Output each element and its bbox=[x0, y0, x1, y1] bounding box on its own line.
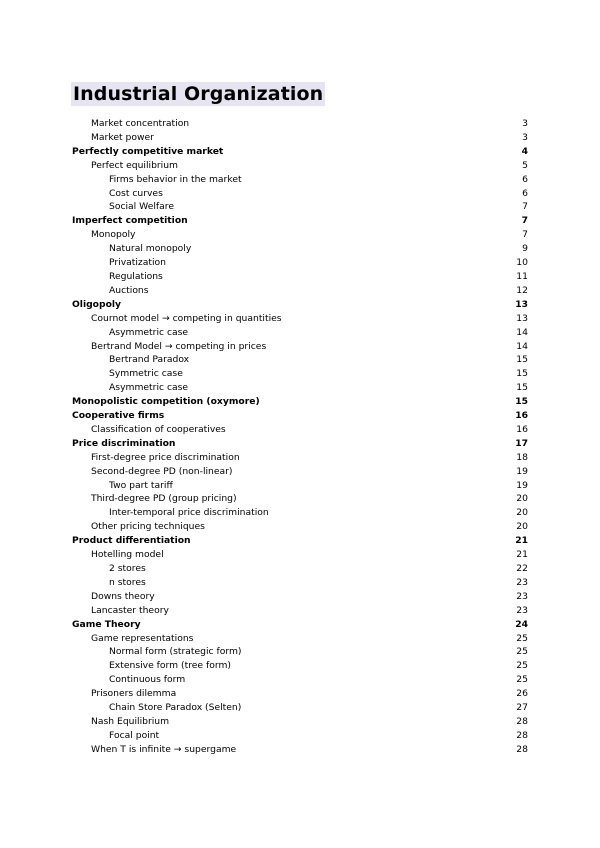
toc-entry-label: Downs theory bbox=[91, 590, 155, 602]
toc-entry-label: n stores bbox=[109, 576, 146, 588]
toc-subsection[interactable] bbox=[72, 131, 528, 145]
toc-entry-label: Focal point bbox=[109, 729, 160, 741]
toc-entry-label: Cournot model → competing in quantities bbox=[91, 312, 282, 324]
toc-page-number: 12 bbox=[516, 284, 528, 296]
toc-page-number: 7 bbox=[522, 229, 528, 241]
toc-subsection[interactable] bbox=[72, 687, 528, 701]
toc-entry-label: Hotelling model bbox=[91, 549, 164, 561]
toc-entry-label: Cost curves bbox=[109, 187, 163, 199]
toc-section[interactable] bbox=[72, 298, 528, 312]
toc-entry-label: Game Theory bbox=[72, 618, 141, 630]
toc-entry-label: Auctions bbox=[109, 284, 149, 296]
toc-entry-label: Market power bbox=[91, 131, 154, 143]
toc-subsection[interactable] bbox=[72, 159, 528, 173]
toc-subsection[interactable] bbox=[72, 340, 528, 354]
toc-subsubsection[interactable] bbox=[72, 187, 528, 201]
toc-subsubsection[interactable] bbox=[72, 659, 528, 673]
toc-entry-label: Two part tariff bbox=[109, 479, 173, 491]
toc-page-number: 6 bbox=[522, 173, 528, 185]
toc-page-number: 25 bbox=[516, 660, 528, 672]
toc-page-number: 28 bbox=[516, 715, 528, 727]
toc-entry-label: Inter-temporal price discrimination bbox=[109, 507, 269, 519]
toc-page-number: 25 bbox=[516, 632, 528, 644]
toc-subsubsection[interactable] bbox=[72, 562, 528, 576]
toc-entry-label: Cooperative firms bbox=[72, 410, 165, 422]
toc-subsubsection[interactable] bbox=[72, 256, 528, 270]
toc-entry-label: Product differentiation bbox=[72, 535, 191, 547]
toc-page-number: 4 bbox=[521, 145, 528, 157]
toc-entry-label: 2 stores bbox=[109, 563, 146, 574]
toc-page-number: 20 bbox=[516, 521, 528, 533]
toc-entry-label: Privatization bbox=[109, 257, 166, 269]
toc-page-number: 19 bbox=[516, 479, 528, 491]
toc-subsection[interactable] bbox=[72, 423, 528, 437]
toc-entry-label: Second-degree PD (non-linear) bbox=[91, 465, 233, 477]
toc-subsection[interactable] bbox=[72, 548, 528, 562]
toc-page-number: 25 bbox=[516, 674, 528, 686]
toc-subsubsection[interactable] bbox=[72, 701, 528, 715]
toc-entry-label: Price discrimination bbox=[72, 437, 176, 449]
toc-page-number: 22 bbox=[516, 563, 528, 574]
toc-entry-label: Asymmetric case bbox=[109, 326, 189, 338]
toc-page-number: 17 bbox=[515, 437, 528, 449]
toc-entry-label: Bertrand Paradox bbox=[109, 354, 190, 366]
toc-section[interactable] bbox=[72, 214, 528, 228]
toc-page-number: 13 bbox=[516, 312, 528, 324]
toc-subsection[interactable] bbox=[72, 228, 528, 242]
toc-page-number: 15 bbox=[515, 396, 528, 408]
toc-page-number: 21 bbox=[515, 535, 528, 547]
toc-page-number: 23 bbox=[516, 576, 528, 588]
toc-entry-label: Perfect equilibrium bbox=[91, 159, 179, 171]
toc-entry-label: Normal form (strategic form) bbox=[109, 646, 242, 658]
toc-entry-label: Asymmetric case bbox=[109, 382, 189, 394]
toc-entry-label: Firms behavior in the market bbox=[109, 173, 242, 185]
toc-entry-label: Prisoners dilemma bbox=[91, 688, 177, 700]
toc-page-number: 5 bbox=[522, 159, 528, 171]
toc-entry-label: Regulations bbox=[109, 270, 163, 282]
toc-subsubsection[interactable] bbox=[72, 284, 528, 298]
toc-page-number: 16 bbox=[516, 423, 528, 435]
toc-subsection[interactable] bbox=[72, 604, 528, 618]
toc-page-number: 20 bbox=[516, 493, 528, 505]
toc-subsubsection[interactable] bbox=[72, 326, 528, 340]
toc-subsection[interactable] bbox=[72, 312, 528, 326]
toc-subsection[interactable] bbox=[72, 743, 528, 757]
toc-page-number: 21 bbox=[516, 549, 528, 561]
toc-entry-label: Perfectly competitive market bbox=[72, 145, 224, 157]
toc-page-number: 14 bbox=[516, 326, 528, 338]
toc-subsubsection[interactable] bbox=[72, 367, 528, 381]
toc-page-number: 24 bbox=[515, 618, 528, 630]
toc-page-number: 7 bbox=[522, 201, 528, 213]
toc-entry-label: Symmetric case bbox=[109, 368, 183, 380]
toc-entry-label: Classification of cooperatives bbox=[91, 423, 226, 435]
document-title: Industrial Organization bbox=[73, 83, 324, 105]
toc-page-number: 10 bbox=[516, 257, 528, 269]
toc-entry-label: Chain Store Paradox (Selten) bbox=[109, 702, 242, 714]
toc-subsubsection[interactable] bbox=[72, 576, 528, 590]
toc-entry-label: First-degree price discrimination bbox=[91, 451, 240, 463]
toc-subsubsection[interactable] bbox=[72, 173, 528, 187]
toc-page-number: 25 bbox=[516, 646, 528, 658]
toc-page-number: 28 bbox=[516, 743, 528, 755]
toc-subsubsection[interactable] bbox=[72, 673, 528, 687]
toc-subsection[interactable] bbox=[72, 465, 528, 479]
toc-entry-label: Bertrand Model → competing in prices bbox=[91, 340, 267, 352]
toc-subsection[interactable] bbox=[72, 520, 528, 534]
toc-page-number: 15 bbox=[516, 354, 528, 366]
toc-subsubsection[interactable] bbox=[72, 381, 528, 395]
toc-entry-label: Continuous form bbox=[109, 674, 186, 686]
toc-section[interactable] bbox=[72, 618, 528, 632]
toc-section[interactable] bbox=[72, 395, 528, 409]
toc-page-number: 13 bbox=[515, 298, 528, 310]
toc-page-number: 28 bbox=[516, 729, 528, 741]
toc-section[interactable] bbox=[72, 437, 528, 451]
toc-page-number: 20 bbox=[516, 507, 528, 519]
toc-entry-label: Nash Equilibrium bbox=[91, 715, 170, 727]
toc-subsection[interactable] bbox=[72, 451, 528, 465]
toc-page-number: 16 bbox=[515, 410, 528, 422]
toc-subsubsection[interactable] bbox=[72, 200, 528, 214]
toc-page-number: 26 bbox=[516, 688, 528, 700]
toc-subsubsection[interactable] bbox=[72, 242, 528, 256]
toc-page-number: 7 bbox=[521, 215, 528, 227]
toc-page-number: 11 bbox=[516, 270, 528, 282]
toc-entry-label: Other pricing techniques bbox=[91, 521, 205, 533]
toc-entry-label: Lancaster theory bbox=[91, 604, 169, 616]
toc-subsection[interactable] bbox=[72, 117, 528, 131]
toc-page-number: 23 bbox=[516, 604, 528, 616]
toc-section[interactable] bbox=[72, 145, 528, 159]
toc-page-number: 14 bbox=[516, 340, 528, 352]
toc-page-number: 15 bbox=[516, 368, 528, 380]
toc-entry-label: Game representations bbox=[91, 632, 194, 644]
toc-subsubsection[interactable] bbox=[72, 353, 528, 367]
toc-subsubsection[interactable] bbox=[72, 479, 528, 493]
toc-entry-label: Monopolistic competition (oxymore) bbox=[72, 396, 260, 408]
toc-page-number: 6 bbox=[522, 187, 528, 199]
toc-entry-label: Third-degree PD (group pricing) bbox=[91, 493, 237, 505]
toc-subsection[interactable] bbox=[72, 590, 528, 604]
toc-subsubsection[interactable] bbox=[72, 270, 528, 284]
toc-section[interactable] bbox=[72, 409, 528, 423]
toc-page-number: 3 bbox=[522, 118, 528, 129]
toc-page-number: 15 bbox=[516, 382, 528, 394]
toc-subsection[interactable] bbox=[72, 632, 528, 646]
toc-page-number: 19 bbox=[516, 465, 528, 477]
toc-entry-label: Natural monopoly bbox=[109, 243, 192, 255]
toc-subsubsection[interactable] bbox=[72, 645, 528, 659]
toc-entry-label: Social Welfare bbox=[109, 201, 175, 213]
toc-page-number: 3 bbox=[522, 131, 528, 143]
table-of-contents bbox=[72, 117, 528, 757]
toc-subsubsection[interactable] bbox=[72, 506, 528, 520]
toc-entry-label: Market concentration bbox=[91, 118, 190, 129]
toc-page-number: 27 bbox=[516, 702, 528, 714]
toc-entry-label: Imperfect competition bbox=[72, 215, 188, 227]
toc-entry-label: Oligopoly bbox=[72, 298, 122, 310]
toc-entry-label: When T is infinite → supergame bbox=[91, 743, 237, 755]
toc-subsection[interactable] bbox=[72, 492, 528, 506]
toc-entry-label: Monopoly bbox=[91, 229, 136, 241]
toc-page-number: 23 bbox=[516, 590, 528, 602]
toc-page-number: 18 bbox=[516, 451, 528, 463]
toc-section[interactable] bbox=[72, 534, 528, 548]
toc-subsubsection[interactable] bbox=[72, 729, 528, 743]
toc-entry-label: Extensive form (tree form) bbox=[109, 660, 232, 672]
toc-page-number: 9 bbox=[522, 243, 528, 255]
toc-subsection[interactable] bbox=[72, 715, 528, 729]
